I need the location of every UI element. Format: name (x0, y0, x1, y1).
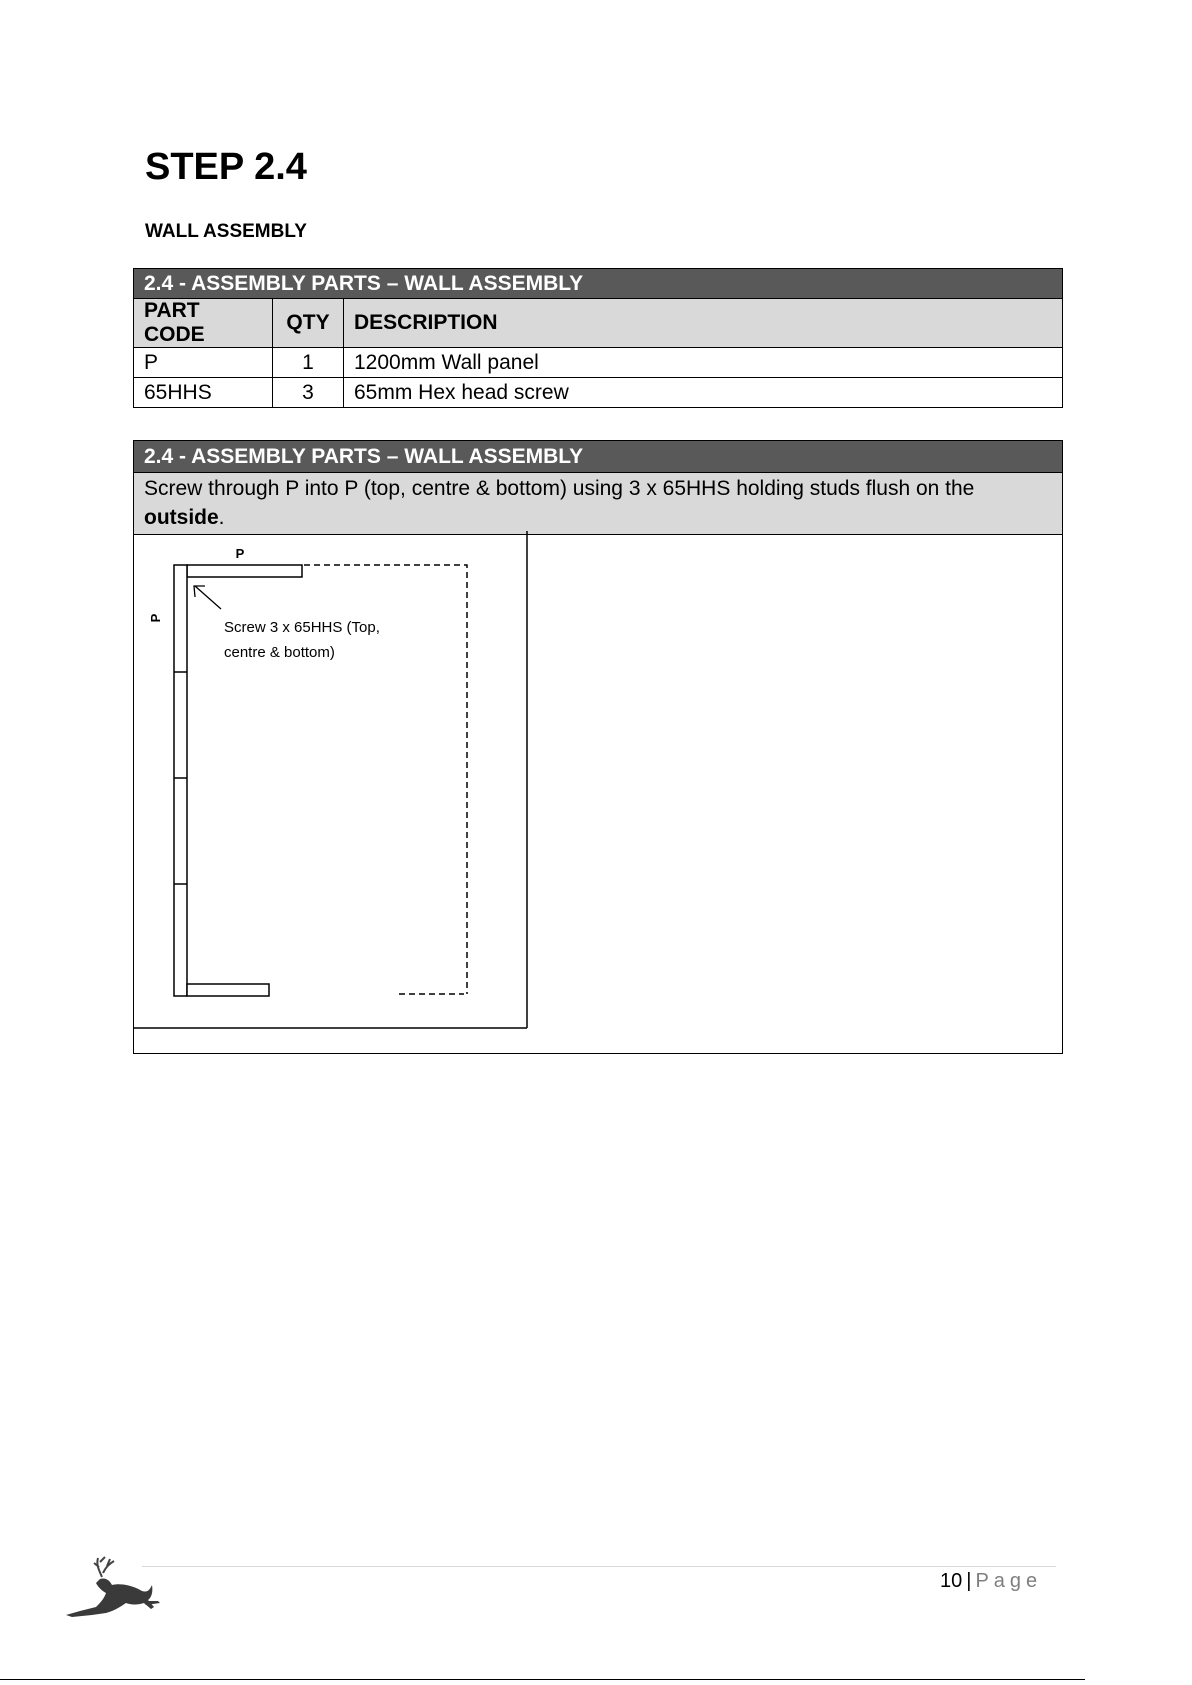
parts-table (133, 268, 1063, 408)
bottom-panel (187, 984, 269, 996)
top-panel-p (187, 565, 302, 577)
arrow-icon (195, 586, 221, 609)
column-header-part-code: PART CODE (134, 299, 273, 348)
instruction-text-end: . (218, 506, 225, 529)
description-cell: 1200mm Wall panel (344, 348, 1063, 378)
arrowhead-icon (194, 586, 205, 597)
parts-table-header: 2.4 - ASSEMBLY PARTS – WALL ASSEMBLY (134, 269, 1063, 299)
part-code-cell: P (134, 348, 273, 378)
page-bottom-rule (0, 1679, 1085, 1680)
part-code-cell: 65HHS (134, 378, 273, 408)
qty-cell: 3 (273, 378, 344, 408)
instruction-header: 2.4 - ASSEMBLY PARTS – WALL ASSEMBLY (134, 441, 1062, 473)
wall-assembly-diagram (134, 531, 554, 1051)
column-header-qty: QTY (273, 299, 344, 348)
table-row (134, 348, 1063, 378)
page-number (940, 1570, 1042, 1593)
instruction-text (134, 473, 1062, 535)
screw-note-line2: centre & bottom) (224, 644, 335, 661)
step-subtitle: WALL ASSEMBLY (145, 221, 307, 242)
description-cell: 65mm Hex head screw (344, 378, 1063, 408)
side-panel-label: P (148, 613, 163, 623)
page-separator: | (966, 1570, 972, 1592)
instruction-text-main: Screw through P into P (top, centre & bottom) using 3 x 65HHS holding studs flush on the (144, 477, 975, 500)
instruction-box (133, 440, 1063, 1054)
side-panel-p (174, 565, 187, 996)
qty-cell: 1 (273, 348, 344, 378)
instruction-text-bold: outside (144, 506, 219, 529)
step-title: STEP 2.4 (145, 146, 307, 188)
column-header-description: DESCRIPTION (344, 299, 1063, 348)
footer-divider (142, 1566, 1056, 1567)
page-number-value: 10 (940, 1570, 963, 1592)
table-row (134, 378, 1063, 408)
screw-note-line1: Screw 3 x 65HHS (Top, (224, 619, 380, 636)
top-panel-label: P (235, 546, 245, 561)
page-word: Page (975, 1570, 1043, 1592)
